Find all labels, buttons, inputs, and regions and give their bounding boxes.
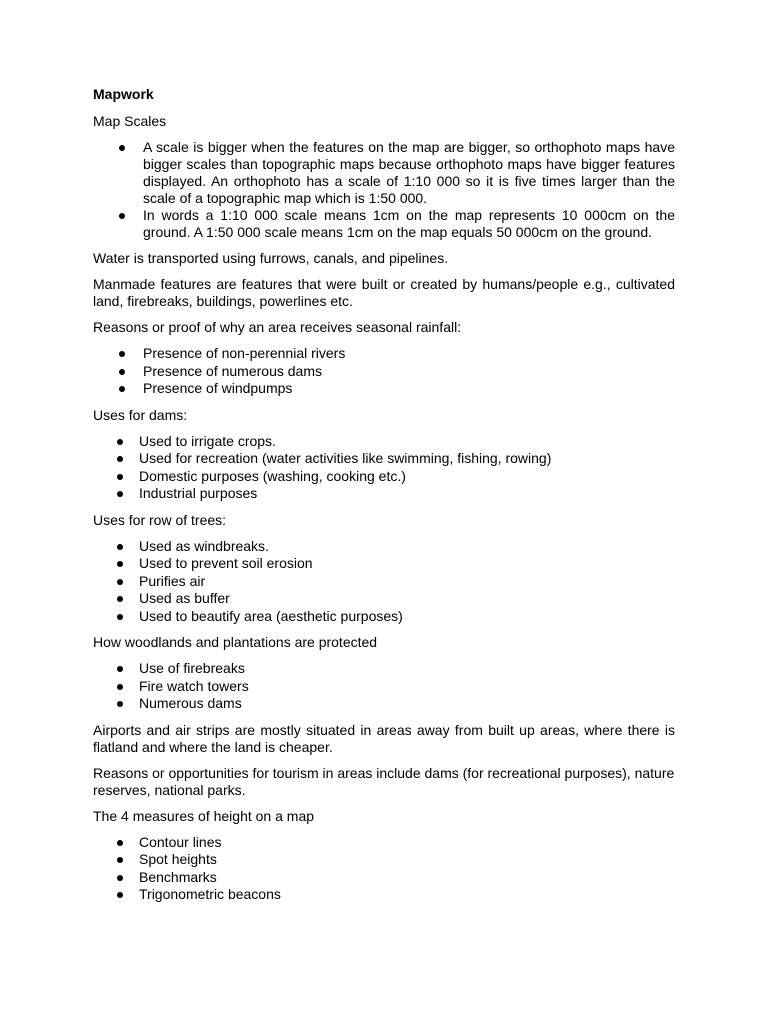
rainfall-list <box>93 345 675 398</box>
bullet-icon <box>117 840 123 846</box>
list-item-text: Industrial purposes <box>139 485 258 501</box>
list-item-text: Spot heights <box>139 851 217 867</box>
list-item-text: In words a 1:10 000 scale means 1cm on the map represents 10 000cm on the ground. A 1:50 000 scale means 1cm on the map equals 50 000cm on the ground. <box>143 207 675 240</box>
list-item <box>93 886 675 904</box>
list-item-text: Benchmarks <box>139 868 217 885</box>
bullet-icon <box>117 684 123 690</box>
bullet-icon <box>117 666 123 672</box>
bullet-icon <box>117 614 123 620</box>
woodlands-list <box>93 660 675 713</box>
document-page <box>93 86 675 904</box>
list-item-text: Used to prevent soil erosion <box>139 555 313 571</box>
bullet-icon <box>119 369 125 375</box>
list-item <box>93 468 675 486</box>
bullet-icon <box>117 456 123 462</box>
dams-heading: Uses for dams: <box>93 406 188 423</box>
list-item-text: Contour lines <box>139 833 222 850</box>
list-item-text: Presence of non-perennial rivers <box>143 345 346 361</box>
list-item-text: Use of firebreaks <box>139 660 245 676</box>
list-item <box>93 851 675 869</box>
list-item-text: Fire watch towers <box>139 677 249 694</box>
list-item <box>93 555 675 573</box>
list-item <box>93 433 675 451</box>
bullet-icon <box>117 474 123 480</box>
bullet-icon <box>117 561 123 567</box>
dams-list <box>93 433 675 503</box>
bullet-icon <box>119 145 125 151</box>
manmade-paragraph: Manmade features are features that were built or created by humans/people e.g., cultivated land, firebreaks, buildings, powerlines etc. <box>93 276 675 309</box>
woodlands-heading: How woodlands and plantations are protected <box>93 634 378 650</box>
list-item <box>93 608 675 626</box>
list-item-text: Presence of windpumps <box>143 380 293 396</box>
map-scales-list <box>93 139 675 241</box>
list-item-text: Used to irrigate crops. <box>139 432 276 449</box>
list-item <box>93 207 675 241</box>
list-item <box>93 363 675 381</box>
bullet-icon <box>117 701 123 707</box>
list-item <box>93 678 675 696</box>
bullet-icon <box>117 892 123 898</box>
list-item <box>93 573 675 591</box>
bullet-icon <box>119 213 125 219</box>
water-paragraph: Water is transported using furrows, canals, and pipelines. <box>93 250 449 266</box>
list-item <box>93 380 675 398</box>
tourism-paragraph: Reasons or opportunities for tourism in areas include dams (for recreational purposes), nature reserves, national parks. <box>93 764 675 798</box>
list-item <box>93 538 675 556</box>
trees-heading: Uses for row of trees: <box>93 511 227 528</box>
list-item-text: Numerous dams <box>139 695 242 711</box>
bullet-icon <box>117 439 123 445</box>
map-scales-heading: Map Scales <box>93 113 167 129</box>
list-item-text: Used as windbreaks. <box>139 537 269 554</box>
list-item <box>93 345 675 363</box>
bullet-icon <box>117 596 123 602</box>
list-item-text: Presence of numerous dams <box>143 362 322 379</box>
bullet-icon <box>117 875 123 881</box>
list-item <box>93 590 675 608</box>
list-item-text: Trigonometric beacons <box>139 886 281 902</box>
list-item-text: Used as buffer <box>139 590 230 606</box>
bullet-icon <box>119 351 125 357</box>
bullet-icon <box>117 544 123 550</box>
list-item <box>93 485 675 503</box>
list-item-text: A scale is bigger when the features on the map are bigger, so orthophoto maps have bigger scales than topographic maps because orthophoto maps have bigger features displayed. An orthophoto has a scale of 1:10 000 so it is five times larger than the scale of a topographic map which is 1:50 000. <box>143 139 675 206</box>
height-list <box>93 834 675 904</box>
list-item <box>93 660 675 678</box>
list-item-text: Used to beautify area (aesthetic purposes) <box>139 607 403 624</box>
list-item <box>93 695 675 713</box>
bullet-icon <box>117 491 123 497</box>
bullet-icon <box>117 857 123 863</box>
airports-paragraph: Airports and air strips are mostly situated in areas away from built up areas, where there is flatland and where the land is cheaper. <box>93 721 675 755</box>
bullet-icon <box>117 579 123 585</box>
trees-list <box>93 538 675 626</box>
document-title: Mapwork <box>93 86 154 102</box>
list-item-text: Purifies air <box>139 572 206 589</box>
list-item-text: Domestic purposes (washing, cooking etc.) <box>139 467 406 484</box>
height-heading: The 4 measures of height on a map <box>93 807 315 824</box>
rainfall-heading: Reasons or proof of why an area receives seasonal rainfall: <box>93 319 462 335</box>
list-item <box>93 139 675 207</box>
list-item <box>93 869 675 887</box>
list-item-text: Used for recreation (water activities like swimming, fishing, rowing) <box>139 450 552 466</box>
list-item <box>93 834 675 852</box>
list-item <box>93 450 675 468</box>
bullet-icon <box>119 386 125 392</box>
